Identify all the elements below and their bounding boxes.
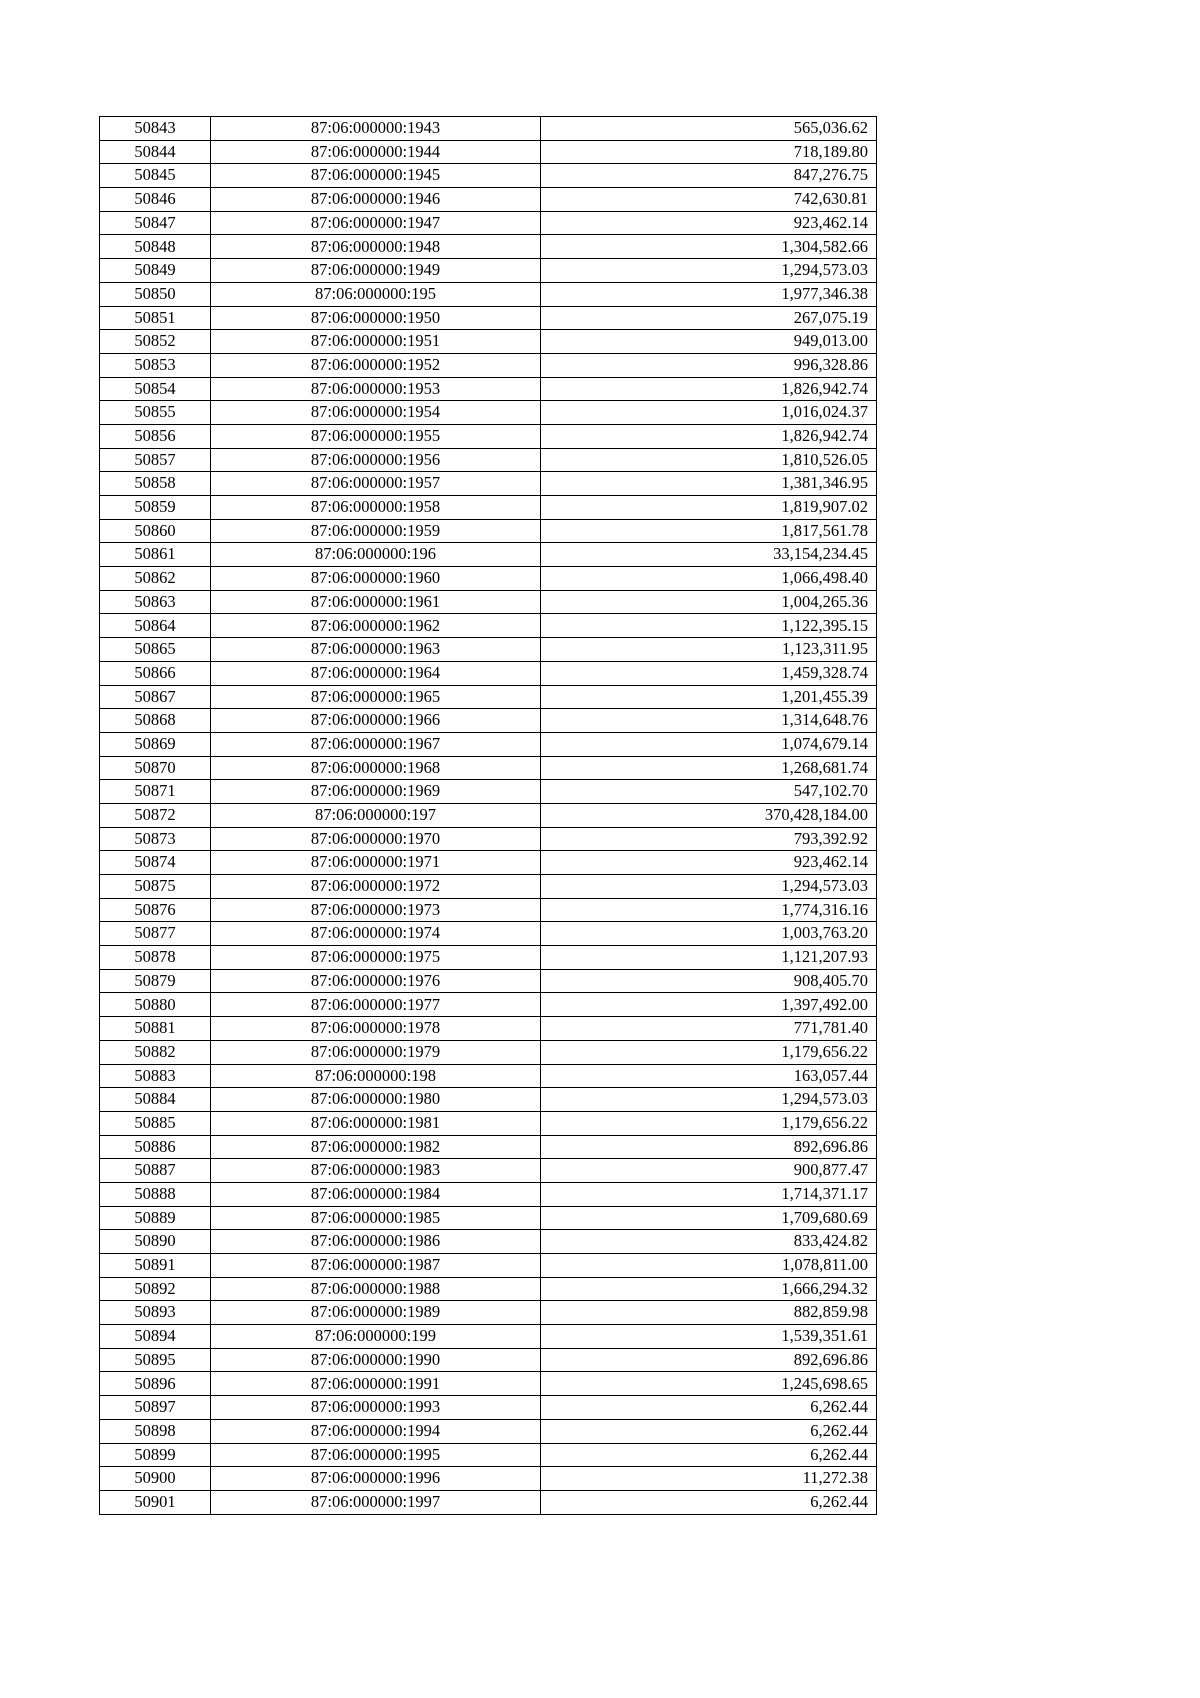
cadastral-value-cell: 1,294,573.03 [541, 259, 877, 283]
cadastral-value-cell: 923,462.14 [541, 211, 877, 235]
cadastral-value-cell: 847,276.75 [541, 164, 877, 188]
table-row [100, 1348, 877, 1372]
row-number-cell: 50859 [100, 496, 211, 520]
table-row [100, 732, 877, 756]
table-row [100, 1088, 877, 1112]
table-row [100, 1135, 877, 1159]
cadastral-number-cell: 87:06:000000:1946 [211, 188, 541, 212]
table-row [100, 235, 877, 259]
cadastral-number-cell: 87:06:000000:1971 [211, 851, 541, 875]
cadastral-number-cell: 87:06:000000:1951 [211, 330, 541, 354]
table-row [100, 685, 877, 709]
cadastral-number-cell: 87:06:000000:1958 [211, 496, 541, 520]
cadastral-number-cell: 87:06:000000:1973 [211, 898, 541, 922]
table-row [100, 259, 877, 283]
table-body [100, 117, 877, 1515]
row-number-cell: 50886 [100, 1135, 211, 1159]
cadastral-number-cell: 87:06:000000:1976 [211, 969, 541, 993]
table-row [100, 709, 877, 733]
row-number-cell: 50844 [100, 140, 211, 164]
row-number-cell: 50847 [100, 211, 211, 235]
cadastral-value-cell: 1,179,656.22 [541, 1111, 877, 1135]
cadastral-number-cell: 87:06:000000:1980 [211, 1088, 541, 1112]
table-row [100, 1111, 877, 1135]
table-row [100, 1040, 877, 1064]
table-row [100, 827, 877, 851]
table-row [100, 1372, 877, 1396]
row-number-cell: 50887 [100, 1159, 211, 1183]
cadastral-number-cell: 87:06:000000:1959 [211, 519, 541, 543]
table-row [100, 803, 877, 827]
row-number-cell: 50853 [100, 353, 211, 377]
table-row [100, 898, 877, 922]
cadastral-value-cell: 1,074,679.14 [541, 732, 877, 756]
cadastral-value-cell: 1,709,680.69 [541, 1206, 877, 1230]
cadastral-value-cell: 1,826,942.74 [541, 424, 877, 448]
row-number-cell: 50889 [100, 1206, 211, 1230]
cadastral-value-cell: 1,016,024.37 [541, 401, 877, 425]
row-number-cell: 50901 [100, 1490, 211, 1514]
cadastral-number-cell: 87:06:000000:1954 [211, 401, 541, 425]
cadastral-number-cell: 87:06:000000:1993 [211, 1396, 541, 1420]
cadastral-value-table [99, 116, 877, 1515]
cadastral-value-cell: 1,245,698.65 [541, 1372, 877, 1396]
cadastral-value-cell: 1,179,656.22 [541, 1040, 877, 1064]
table-row [100, 590, 877, 614]
cadastral-number-cell: 87:06:000000:1991 [211, 1372, 541, 1396]
row-number-cell: 50872 [100, 803, 211, 827]
cadastral-number-cell: 87:06:000000:1948 [211, 235, 541, 259]
table-row [100, 401, 877, 425]
table-row [100, 140, 877, 164]
cadastral-value-cell: 370,428,184.00 [541, 803, 877, 827]
row-number-cell: 50868 [100, 709, 211, 733]
table-row [100, 448, 877, 472]
cadastral-number-cell: 87:06:000000:1944 [211, 140, 541, 164]
row-number-cell: 50871 [100, 780, 211, 804]
row-number-cell: 50881 [100, 1017, 211, 1041]
cadastral-value-cell: 771,781.40 [541, 1017, 877, 1041]
table-row [100, 1419, 877, 1443]
row-number-cell: 50900 [100, 1467, 211, 1491]
row-number-cell: 50852 [100, 330, 211, 354]
cadastral-number-cell: 87:06:000000:1987 [211, 1254, 541, 1278]
cadastral-value-cell: 923,462.14 [541, 851, 877, 875]
cadastral-value-cell: 742,630.81 [541, 188, 877, 212]
table-row [100, 353, 877, 377]
cadastral-number-cell: 87:06:000000:1975 [211, 946, 541, 970]
row-number-cell: 50857 [100, 448, 211, 472]
table-row [100, 969, 877, 993]
cadastral-value-cell: 1,819,907.02 [541, 496, 877, 520]
cadastral-number-cell: 87:06:000000:1949 [211, 259, 541, 283]
row-number-cell: 50850 [100, 282, 211, 306]
cadastral-number-cell: 87:06:000000:1952 [211, 353, 541, 377]
cadastral-value-cell: 33,154,234.45 [541, 543, 877, 567]
cadastral-value-cell: 1,826,942.74 [541, 377, 877, 401]
table-row [100, 496, 877, 520]
table-row [100, 946, 877, 970]
row-number-cell: 50860 [100, 519, 211, 543]
row-number-cell: 50894 [100, 1325, 211, 1349]
cadastral-value-cell: 1,314,648.76 [541, 709, 877, 733]
row-number-cell: 50843 [100, 117, 211, 141]
row-number-cell: 50896 [100, 1372, 211, 1396]
table-row [100, 1490, 877, 1514]
cadastral-number-cell: 87:06:000000:1943 [211, 117, 541, 141]
cadastral-value-cell: 1,714,371.17 [541, 1182, 877, 1206]
cadastral-number-cell: 87:06:000000:1990 [211, 1348, 541, 1372]
cadastral-value-cell: 565,036.62 [541, 117, 877, 141]
table-row [100, 614, 877, 638]
table-row [100, 1277, 877, 1301]
cadastral-number-cell: 87:06:000000:1968 [211, 756, 541, 780]
cadastral-value-cell: 1,268,681.74 [541, 756, 877, 780]
cadastral-number-cell: 87:06:000000:1965 [211, 685, 541, 709]
row-number-cell: 50858 [100, 472, 211, 496]
row-number-cell: 50880 [100, 993, 211, 1017]
table-row [100, 1159, 877, 1183]
table-row [100, 1467, 877, 1491]
row-number-cell: 50892 [100, 1277, 211, 1301]
cadastral-number-cell: 87:06:000000:198 [211, 1064, 541, 1088]
row-number-cell: 50883 [100, 1064, 211, 1088]
table-row [100, 424, 877, 448]
cadastral-value-cell: 1,381,346.95 [541, 472, 877, 496]
cadastral-value-cell: 1,666,294.32 [541, 1277, 877, 1301]
cadastral-number-cell: 87:06:000000:1979 [211, 1040, 541, 1064]
cadastral-value-cell: 833,424.82 [541, 1230, 877, 1254]
cadastral-value-cell: 892,696.86 [541, 1135, 877, 1159]
cadastral-number-cell: 87:06:000000:1984 [211, 1182, 541, 1206]
cadastral-value-cell: 1,810,526.05 [541, 448, 877, 472]
table-row [100, 1301, 877, 1325]
cadastral-number-cell: 87:06:000000:1955 [211, 424, 541, 448]
row-number-cell: 50867 [100, 685, 211, 709]
row-number-cell: 50890 [100, 1230, 211, 1254]
cadastral-number-cell: 87:06:000000:1961 [211, 590, 541, 614]
cadastral-value-cell: 1,003,763.20 [541, 922, 877, 946]
table-row [100, 567, 877, 591]
cadastral-number-cell: 87:06:000000:195 [211, 282, 541, 306]
cadastral-number-cell: 87:06:000000:1994 [211, 1419, 541, 1443]
row-number-cell: 50898 [100, 1419, 211, 1443]
cadastral-number-cell: 87:06:000000:1981 [211, 1111, 541, 1135]
row-number-cell: 50862 [100, 567, 211, 591]
cadastral-number-cell: 87:06:000000:1970 [211, 827, 541, 851]
row-number-cell: 50851 [100, 306, 211, 330]
row-number-cell: 50888 [100, 1182, 211, 1206]
cadastral-number-cell: 87:06:000000:1995 [211, 1443, 541, 1467]
row-number-cell: 50895 [100, 1348, 211, 1372]
cadastral-value-cell: 949,013.00 [541, 330, 877, 354]
cadastral-number-cell: 87:06:000000:1966 [211, 709, 541, 733]
cadastral-number-cell: 87:06:000000:1996 [211, 1467, 541, 1491]
cadastral-value-cell: 11,272.38 [541, 1467, 877, 1491]
table-row [100, 306, 877, 330]
cadastral-number-cell: 87:06:000000:1964 [211, 661, 541, 685]
cadastral-number-cell: 87:06:000000:1956 [211, 448, 541, 472]
cadastral-value-cell: 267,075.19 [541, 306, 877, 330]
cadastral-value-cell: 6,262.44 [541, 1490, 877, 1514]
cadastral-value-cell: 1,817,561.78 [541, 519, 877, 543]
table-row [100, 1325, 877, 1349]
row-number-cell: 50884 [100, 1088, 211, 1112]
cadastral-number-cell: 87:06:000000:1982 [211, 1135, 541, 1159]
table-row [100, 1254, 877, 1278]
row-number-cell: 50876 [100, 898, 211, 922]
table-row [100, 756, 877, 780]
cadastral-number-cell: 87:06:000000:1989 [211, 1301, 541, 1325]
table-row [100, 377, 877, 401]
cadastral-value-cell: 1,078,811.00 [541, 1254, 877, 1278]
cadastral-number-cell: 87:06:000000:1985 [211, 1206, 541, 1230]
table-row [100, 1396, 877, 1420]
table-row [100, 164, 877, 188]
row-number-cell: 50869 [100, 732, 211, 756]
cadastral-value-cell: 6,262.44 [541, 1419, 877, 1443]
cadastral-number-cell: 87:06:000000:1974 [211, 922, 541, 946]
row-number-cell: 50856 [100, 424, 211, 448]
table-row [100, 780, 877, 804]
cadastral-number-cell: 87:06:000000:197 [211, 803, 541, 827]
cadastral-value-cell: 163,057.44 [541, 1064, 877, 1088]
row-number-cell: 50874 [100, 851, 211, 875]
row-number-cell: 50878 [100, 946, 211, 970]
cadastral-value-cell: 1,774,316.16 [541, 898, 877, 922]
row-number-cell: 50845 [100, 164, 211, 188]
row-number-cell: 50877 [100, 922, 211, 946]
row-number-cell: 50863 [100, 590, 211, 614]
cadastral-number-cell: 87:06:000000:1986 [211, 1230, 541, 1254]
cadastral-number-cell: 87:06:000000:1997 [211, 1490, 541, 1514]
cadastral-value-cell: 1,294,573.03 [541, 875, 877, 899]
cadastral-number-cell: 87:06:000000:1988 [211, 1277, 541, 1301]
table-row [100, 1230, 877, 1254]
cadastral-number-cell: 87:06:000000:1967 [211, 732, 541, 756]
row-number-cell: 50861 [100, 543, 211, 567]
cadastral-value-cell: 1,122,395.15 [541, 614, 877, 638]
row-number-cell: 50866 [100, 661, 211, 685]
cadastral-number-cell: 87:06:000000:1957 [211, 472, 541, 496]
row-number-cell: 50849 [100, 259, 211, 283]
cadastral-number-cell: 87:06:000000:1963 [211, 638, 541, 662]
row-number-cell: 50864 [100, 614, 211, 638]
cadastral-value-cell: 547,102.70 [541, 780, 877, 804]
cadastral-value-cell: 1,004,265.36 [541, 590, 877, 614]
cadastral-value-cell: 1,294,573.03 [541, 1088, 877, 1112]
cadastral-value-cell: 6,262.44 [541, 1396, 877, 1420]
cadastral-value-cell: 996,328.86 [541, 353, 877, 377]
table-row [100, 282, 877, 306]
table-row [100, 638, 877, 662]
cadastral-number-cell: 87:06:000000:1983 [211, 1159, 541, 1183]
cadastral-value-cell: 1,121,207.93 [541, 946, 877, 970]
row-number-cell: 50879 [100, 969, 211, 993]
row-number-cell: 50885 [100, 1111, 211, 1135]
table-row [100, 993, 877, 1017]
cadastral-number-cell: 87:06:000000:1945 [211, 164, 541, 188]
cadastral-number-cell: 87:06:000000:1950 [211, 306, 541, 330]
cadastral-number-cell: 87:06:000000:1962 [211, 614, 541, 638]
table-row [100, 922, 877, 946]
cadastral-value-cell: 793,392.92 [541, 827, 877, 851]
table-row [100, 188, 877, 212]
cadastral-value-cell: 1,539,351.61 [541, 1325, 877, 1349]
table-row [100, 472, 877, 496]
row-number-cell: 50882 [100, 1040, 211, 1064]
cadastral-number-cell: 87:06:000000:1947 [211, 211, 541, 235]
table-row [100, 543, 877, 567]
row-number-cell: 50893 [100, 1301, 211, 1325]
cadastral-value-cell: 1,304,582.66 [541, 235, 877, 259]
table-row [100, 330, 877, 354]
cadastral-number-cell: 87:06:000000:199 [211, 1325, 541, 1349]
table-row [100, 661, 877, 685]
cadastral-value-cell: 900,877.47 [541, 1159, 877, 1183]
cadastral-value-cell: 718,189.80 [541, 140, 877, 164]
cadastral-number-cell: 87:06:000000:1953 [211, 377, 541, 401]
cadastral-value-cell: 1,977,346.38 [541, 282, 877, 306]
row-number-cell: 50891 [100, 1254, 211, 1278]
cadastral-number-cell: 87:06:000000:196 [211, 543, 541, 567]
cadastral-value-cell: 1,201,455.39 [541, 685, 877, 709]
cadastral-value-cell: 882,859.98 [541, 1301, 877, 1325]
row-number-cell: 50865 [100, 638, 211, 662]
table-row [100, 1182, 877, 1206]
table-row [100, 875, 877, 899]
row-number-cell: 50897 [100, 1396, 211, 1420]
row-number-cell: 50875 [100, 875, 211, 899]
table-row [100, 1206, 877, 1230]
row-number-cell: 50870 [100, 756, 211, 780]
cadastral-value-cell: 892,696.86 [541, 1348, 877, 1372]
cadastral-value-cell: 1,397,492.00 [541, 993, 877, 1017]
table-row [100, 211, 877, 235]
cadastral-number-cell: 87:06:000000:1960 [211, 567, 541, 591]
cadastral-number-cell: 87:06:000000:1978 [211, 1017, 541, 1041]
row-number-cell: 50846 [100, 188, 211, 212]
cadastral-value-cell: 1,123,311.95 [541, 638, 877, 662]
table-row [100, 1064, 877, 1088]
table-row [100, 1017, 877, 1041]
row-number-cell: 50873 [100, 827, 211, 851]
table-row [100, 117, 877, 141]
row-number-cell: 50854 [100, 377, 211, 401]
cadastral-value-cell: 1,459,328.74 [541, 661, 877, 685]
cadastral-number-cell: 87:06:000000:1969 [211, 780, 541, 804]
table-row [100, 1443, 877, 1467]
row-number-cell: 50848 [100, 235, 211, 259]
table-row [100, 851, 877, 875]
row-number-cell: 50855 [100, 401, 211, 425]
cadastral-number-cell: 87:06:000000:1977 [211, 993, 541, 1017]
cadastral-value-cell: 908,405.70 [541, 969, 877, 993]
row-number-cell: 50899 [100, 1443, 211, 1467]
cadastral-value-cell: 6,262.44 [541, 1443, 877, 1467]
cadastral-value-cell: 1,066,498.40 [541, 567, 877, 591]
table-row [100, 519, 877, 543]
cadastral-number-cell: 87:06:000000:1972 [211, 875, 541, 899]
